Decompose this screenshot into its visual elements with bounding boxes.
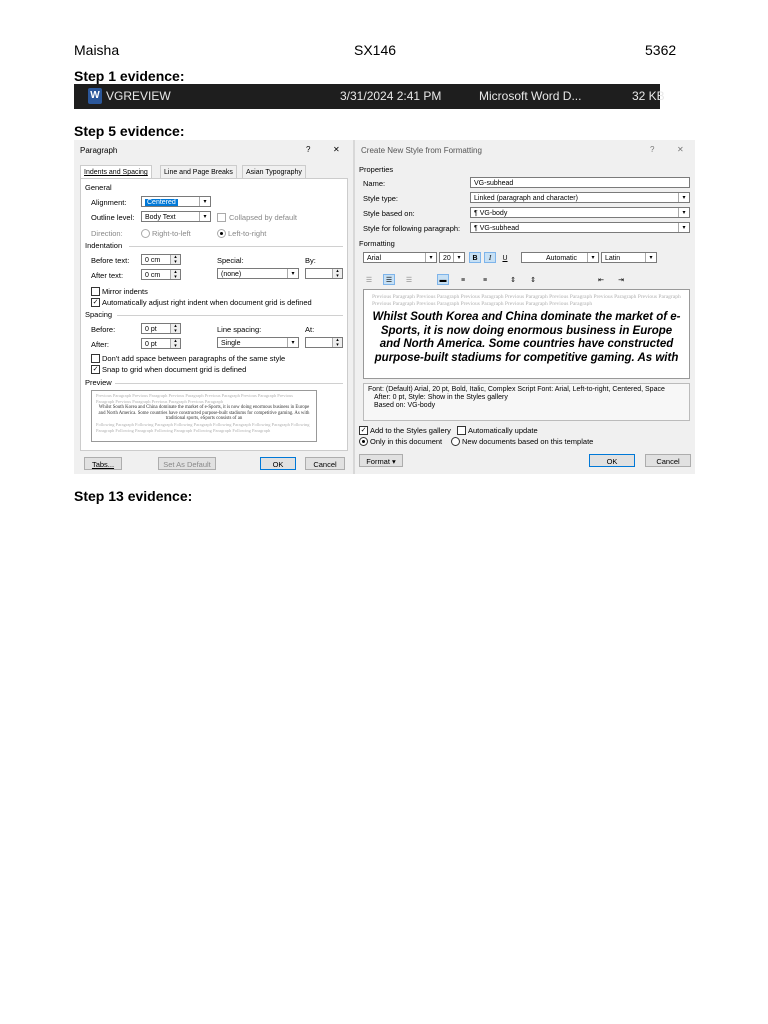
create-style-dialog [355, 140, 695, 474]
script-select[interactable]: Latin ▾ [601, 252, 657, 263]
outline-select[interactable]: Body Text ▾ [141, 211, 211, 222]
close-icon[interactable]: ✕ [677, 145, 684, 154]
spacing-heading: Spacing [85, 310, 113, 319]
step13-label: Step 13 evidence: [74, 488, 193, 504]
increase-space-icon[interactable]: ⇕ [510, 277, 516, 284]
align-left-icon[interactable]: ☰ [365, 277, 373, 284]
at-input[interactable] [305, 337, 343, 348]
chevron-down-icon: ▾ [199, 212, 210, 221]
cancel-button[interactable]: Cancel [305, 457, 345, 470]
spinner-icon[interactable]: ▴ ▾ [332, 338, 342, 347]
cancel-button[interactable]: Cancel [645, 454, 691, 467]
style-title: Create New Style from Formatting [361, 146, 482, 155]
formatting-heading: Formatting [359, 239, 395, 248]
collapsed-label: Collapsed by default [229, 213, 297, 222]
preview-body-text: Whilst South Korea and China dominate the market of e-Sports, it is now doing enormous business in Europe and North America. Some countries have constructed purpose-built stadiums for competitive gaming. As with traditional sports, eSports consists of an [98, 405, 310, 422]
style-type-select[interactable]: Linked (paragraph and character) ▾ [470, 192, 690, 203]
indentation-heading: Indentation [85, 241, 123, 250]
preview-sample-text: Whilst South Korea and China dominate the market of e-Sports, it is now doing enormous business in Europe and North America. Some countries have constructed purpose-built stadiums for competitive gaming. As with [372, 311, 681, 364]
spinner-icon[interactable]: ▴ ▾ [170, 270, 180, 279]
alignment-select[interactable]: Centered ▾ [141, 196, 211, 207]
spacing-after-label: After: [91, 340, 109, 349]
line-spacing-select[interactable]: Single ▾ [217, 337, 299, 348]
tab-line-page-breaks[interactable]: Line and Page Breaks [160, 165, 237, 179]
font-select[interactable]: Arial ▾ [363, 252, 437, 263]
increase-indent-icon[interactable]: ⇥ [618, 277, 624, 284]
name-label: Name: [363, 179, 386, 188]
divider [117, 315, 343, 316]
font-color-select[interactable]: Automatic ▾ [521, 252, 599, 263]
chevron-down-icon: ▾ [678, 223, 689, 232]
paragraph-title: Paragraph [80, 146, 118, 155]
ltr-radio[interactable] [217, 229, 226, 238]
help-icon[interactable]: ? [650, 145, 655, 154]
file-name: VGREVIEW [106, 89, 171, 103]
before-text-input[interactable]: 0 cm ▴ ▾ [141, 254, 181, 265]
ok-button[interactable]: OK [260, 457, 296, 470]
auto-update-label: Automatically update [468, 426, 538, 435]
dont-add-space-label: Don't add space between paragraphs of the same style [102, 354, 286, 363]
file-explorer-row[interactable] [74, 84, 665, 109]
new-docs-radio[interactable] [451, 437, 460, 446]
based-on-label: Style based on: [363, 209, 415, 218]
set-as-default-button[interactable]: Set As Default [158, 457, 216, 470]
tab-indents-spacing[interactable]: Indents and Spacing [80, 165, 152, 180]
student-name: Maisha [74, 42, 120, 58]
divider [129, 246, 343, 247]
before-text-label: Before text: [91, 256, 130, 265]
single-spacing-icon[interactable]: ▬ [437, 274, 449, 285]
chevron-down-icon: ▾ [453, 253, 464, 262]
after-text-input[interactable]: 0 cm ▴ ▾ [141, 269, 181, 280]
at-label: At: [305, 325, 315, 334]
style-type-label: Style type: [363, 194, 399, 203]
chevron-down-icon: ▾ [678, 208, 689, 217]
general-heading: General [85, 183, 112, 192]
only-document-label: Only in this document [370, 437, 443, 446]
file-size: 32 KB [632, 89, 665, 103]
following-select[interactable]: ¶ VG-subhead ▾ [470, 222, 690, 233]
alignment-label: Alignment: [91, 198, 127, 207]
description-line: Based on: VG-body [374, 402, 436, 409]
add-gallery-label: Add to the Styles gallery [370, 426, 451, 435]
collapsed-checkbox[interactable] [217, 213, 226, 222]
tabs-button[interactable]: Tabs... [84, 457, 122, 470]
style-preview [363, 289, 690, 379]
spacing-before-input[interactable]: 0 pt ▴ ▾ [141, 323, 181, 334]
spacing-after-input[interactable]: 0 pt ▴ ▾ [141, 338, 181, 349]
description-line: After: 0 pt, Style: Show in the Styles gallery [374, 394, 508, 401]
preview-previous-text: Previous Paragraph Previous Paragraph Previous Paragraph Previous Paragraph Previous Paragraph Previous Paragraph Previous Paragraph Previous Paragraph Previous Paragraph [96, 393, 293, 404]
snap-grid-label: Snap to grid when document grid is defined [102, 365, 247, 374]
style-name-input[interactable]: VG-subhead [470, 177, 690, 188]
decrease-space-icon[interactable]: ⇕ [530, 277, 536, 284]
paragraph-preview [91, 390, 317, 442]
format-button[interactable]: Format ▾ [359, 454, 403, 467]
step5-label: Step 5 evidence: [74, 123, 185, 139]
decrease-indent-icon[interactable]: ⇤ [598, 277, 604, 284]
rtl-radio[interactable] [141, 229, 150, 238]
preview-following-text: Following Paragraph Following Paragraph Following Paragraph Following Paragraph Following Paragraph Following Paragraph Following Paragraph Following Paragraph Following Paragraph Following Paragraph [96, 421, 310, 433]
italic-button[interactable]: I [484, 252, 496, 263]
chevron-down-icon: ▾ [425, 253, 436, 262]
align-right-icon[interactable]: ☰ [405, 277, 413, 284]
file-modified: 3/31/2024 2:41 PM [340, 89, 442, 103]
auto-adjust-checkbox[interactable]: ✓ [92, 299, 99, 306]
style-description [363, 383, 690, 421]
student-number: 5362 [645, 42, 677, 58]
tab-panel [80, 178, 348, 451]
underline-button[interactable]: U [502, 255, 508, 262]
by-label: By: [305, 256, 316, 265]
new-docs-label: New documents based on this template [462, 437, 594, 446]
spinner-icon[interactable]: ▴ ▾ [170, 339, 180, 348]
file-type: Microsoft Word D... [479, 89, 582, 103]
dont-add-space-checkbox[interactable] [91, 354, 100, 363]
based-on-select[interactable]: ¶ VG-body ▾ [470, 207, 690, 218]
special-label: Special: [217, 256, 244, 265]
paragraph-titlebar [74, 140, 352, 160]
spinner-icon[interactable]: ▴ ▾ [170, 255, 180, 264]
description-line: Font: (Default) Arial, 20 pt, Bold, Italic, Complex Script Font: Arial, Left-to-right, Centered, Space [368, 386, 665, 393]
rtl-label: Right-to-left [152, 229, 191, 238]
only-document-radio[interactable] [359, 437, 368, 446]
following-label: Style for following paragraph: [363, 224, 461, 233]
spinner-icon[interactable]: ▴ ▾ [170, 324, 180, 333]
by-input[interactable] [305, 268, 343, 279]
tab-asian-typography[interactable]: Asian Typography [242, 165, 306, 179]
chevron-down-icon: ▾ [645, 253, 656, 262]
chevron-down-icon: ▾ [199, 197, 210, 206]
word-doc-icon: W [88, 88, 102, 104]
snap-grid-checkbox[interactable]: ✓ [92, 366, 99, 373]
outline-label: Outline level: [91, 213, 135, 222]
chevron-down-icon: ▾ [287, 338, 298, 347]
chevron-down-icon: ▾ [678, 193, 689, 202]
direction-label: Direction: [91, 229, 123, 238]
double-spacing-icon[interactable]: ≡ [482, 277, 488, 284]
line-spacing-label: Line spacing: [217, 325, 262, 334]
close-icon[interactable]: ✕ [333, 145, 340, 154]
preview-heading: Preview [85, 378, 112, 387]
style-titlebar [355, 140, 695, 160]
mirror-indents-checkbox[interactable] [91, 287, 100, 296]
properties-heading: Properties [359, 165, 394, 174]
divider [115, 383, 343, 384]
bold-button[interactable]: B [469, 252, 481, 263]
help-icon[interactable]: ? [306, 145, 311, 154]
auto-adjust-label: Automatically adjust right indent when document grid is defined [102, 298, 312, 307]
add-gallery-checkbox[interactable]: ✓ [360, 427, 367, 434]
mirror-indents-label: Mirror indents [102, 287, 148, 296]
auto-update-checkbox[interactable] [457, 426, 466, 435]
course-code: SX146 [354, 42, 397, 58]
chevron-down-icon: ▾ [587, 253, 598, 262]
ok-button[interactable]: OK [589, 454, 635, 467]
after-text-label: After text: [91, 271, 124, 280]
spacing-before-label: Before: [91, 325, 116, 334]
preview-previous-text: Previous Paragraph Previous Paragraph Previous Paragraph Previous Paragraph Previous Paragraph Previous Paragraph Previous Paragraph Previous Paragraph Previous Paragraph Previous Paragraph Previous Paragraph Previous Paragraph [372, 294, 681, 307]
step1-label: Step 1 evidence: [74, 68, 185, 84]
align-center-icon[interactable]: ☰ [383, 274, 395, 285]
chevron-down-icon: ▾ [287, 269, 298, 278]
spinner-icon[interactable]: ▴ ▾ [332, 269, 342, 278]
font-size-select[interactable]: 20 ▾ [439, 252, 465, 263]
special-select[interactable]: (none) ▾ [217, 268, 299, 279]
paragraph-dialog [74, 140, 352, 474]
step5-screenshot [74, 140, 695, 474]
one-half-spacing-icon[interactable]: ≡ [460, 277, 466, 284]
ltr-label: Left-to-right [228, 229, 267, 238]
